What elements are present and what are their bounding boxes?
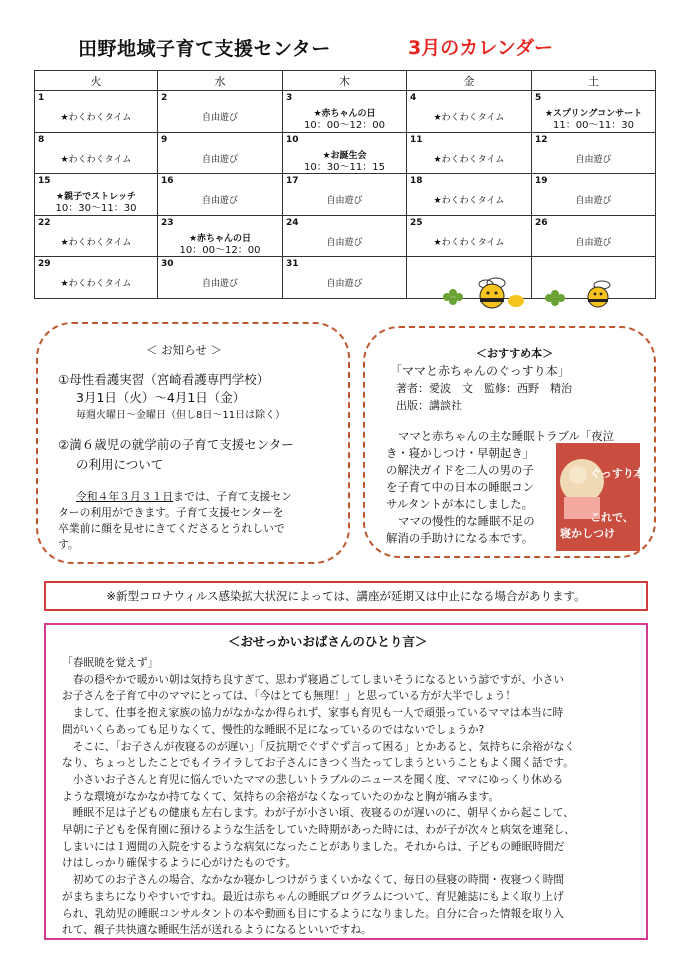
event-title: ★わくわくタイム <box>433 113 505 123</box>
event-title: ★わくわくタイム <box>60 237 132 248</box>
event-title: 自由遊び <box>575 196 612 206</box>
bee-icon <box>588 281 610 307</box>
day-event <box>158 195 282 207</box>
calendar-day-cell <box>407 91 532 133</box>
day-event <box>532 154 655 166</box>
column-line: しまいには１週間の入院をするような病気になったことがありました。それからは、子どもの睡眠時間だ <box>62 839 565 853</box>
day-number: 25 <box>410 217 423 228</box>
day-number: 22 <box>38 217 51 228</box>
event-title: ★わくわくタイム <box>60 154 132 165</box>
day-event <box>158 278 282 290</box>
book-cover-title: ぐっすり本 <box>590 467 645 480</box>
book-cover-sub-2: 寝かしつけ <box>560 527 615 540</box>
column-line: お子さんを子育て中のママにとっては、「今はとても無理！」と思っている方が大半でしょう！ <box>62 689 517 703</box>
calendar-month-title: 3月のカレンダー <box>408 37 553 59</box>
day-number: 4 <box>410 93 417 103</box>
calendar-day-cell <box>158 91 283 133</box>
event-title: ★わくわくタイム <box>60 279 132 289</box>
event-title: 自由遊び <box>201 279 238 289</box>
calendar-day-cell <box>283 91 407 133</box>
day-number: 18 <box>410 176 423 186</box>
day-event <box>158 154 282 166</box>
event-title: ★わくわくタイム <box>433 196 505 206</box>
event-title: ★赤ちゃんの日 <box>313 109 376 119</box>
event-title: ★赤ちゃんの日 <box>188 233 252 244</box>
notice-body-line-2: ターの利用ができます。子育て支援センターを <box>58 506 284 519</box>
calendar-day-cell <box>532 91 656 133</box>
notice-deadline: 令和４年３月３１日 <box>76 490 174 503</box>
event-title: 自由遊び <box>575 237 612 248</box>
book-description-line: ママの慢性的な睡眠不足の <box>398 514 535 528</box>
event-title: 自由遊び <box>201 196 238 206</box>
calendar-day-cell <box>158 257 283 299</box>
day-event <box>35 191 157 215</box>
day-number: 26 <box>535 217 548 228</box>
day-event <box>407 195 531 207</box>
column-line: 初めてのお子さんの場合、なかなか寝かしつけがうまくいかなくて、毎日の昼寝の時間・夜寝つく時間 <box>62 873 565 887</box>
calendar-day-cell <box>35 257 158 299</box>
event-time: 10：00～12：00 <box>304 120 385 131</box>
book-description-line: き・寝かしつけ・早朝起き」 <box>386 446 535 460</box>
day-event <box>283 108 406 132</box>
book-cover-image <box>556 443 645 551</box>
day-event <box>158 112 282 124</box>
column-title: ＜おせっかいおばさんのひとり言＞ <box>228 634 428 649</box>
notice-item-1: ①母性看護実習（宮崎看護専門学校） <box>58 372 270 387</box>
book-description-line: を子育て中の日本の睡眠コン <box>386 480 535 494</box>
calendar-day-cell <box>158 215 283 257</box>
notice-body-line-4: す。 <box>58 538 79 551</box>
book-cover-sub: これで、 <box>590 511 634 524</box>
event-title: 自由遊び <box>326 196 363 206</box>
day-event <box>35 154 157 166</box>
calendar-day-cell <box>158 174 283 216</box>
calendar-day-cell <box>532 174 656 216</box>
day-number: 31 <box>286 259 299 269</box>
column-line: 早朝に子どもを保育園に預けるような生活をしていた時期があった時には、わが子が次々と病気を連発し、 <box>62 823 575 836</box>
day-number: 15 <box>38 176 51 186</box>
notice-item-1-date: 3月1日（火）～4月1日（金） <box>76 390 246 405</box>
calendar-week-row <box>35 174 656 216</box>
column-line: 小さいお子さんと育児に悩んでいたママの悲しいトラブルのニュースを聞く度、ママにゆっくり休める <box>62 772 564 786</box>
column-line: 春の穏やかで暖かい朝は気持ち良すぎて、思わず寝過ごしてしまいそうになるという諺ですが、小さい <box>62 672 565 686</box>
calendar-day-cell <box>35 91 158 133</box>
column-line: なり、ちょっとしたことでもイライラしてお子さんにきつく当たってしまうということもよく聞く話です。 <box>62 756 574 770</box>
calendar-week-row <box>35 132 656 174</box>
book-description-line: ママと赤ちゃんの主な睡眠トラブル「夜泣 <box>398 429 614 443</box>
calendar-week-row <box>35 215 656 257</box>
weekday-header-row <box>35 71 656 91</box>
day-event <box>532 195 655 207</box>
day-number: 5 <box>535 93 542 103</box>
column-line: られ、乳幼児の睡眠コンサルタントの本や動画も目にするようになりました。自分に合った情報を取り入 <box>62 906 564 920</box>
day-number: 1 <box>38 93 45 103</box>
event-title: 自由遊び <box>201 113 238 123</box>
event-time: 10：00～12：00 <box>179 244 261 256</box>
day-event <box>407 154 531 166</box>
calendar-day-cell <box>283 174 407 216</box>
calendar-day-cell <box>407 174 532 216</box>
event-title: ★わくわくタイム <box>60 113 132 123</box>
book-publisher: 出版：講談社 <box>396 399 462 412</box>
book-name: 「ママと赤ちゃんのぐっすり本」 <box>390 364 570 378</box>
event-title: ★親子でストレッチ <box>56 192 136 202</box>
event-title: 自由遊び <box>326 237 363 248</box>
day-event <box>283 278 406 290</box>
event-title: ★わくわくタイム <box>433 237 505 248</box>
calendar-day-cell <box>35 174 158 216</box>
book-box-title: ＜おすすめ本＞ <box>476 347 554 360</box>
day-event <box>35 278 157 290</box>
day-number: 23 <box>161 217 174 228</box>
weekday-header: 火 <box>35 71 158 91</box>
event-time: 10：30～11：15 <box>304 161 385 173</box>
day-event <box>283 195 406 207</box>
day-event <box>407 112 531 124</box>
column-line: 「春眠暁を覚えず」 <box>62 656 159 669</box>
calendar-day-cell <box>35 215 158 257</box>
day-number: 12 <box>535 134 548 145</box>
event-title: ★わくわくタイム <box>433 154 505 165</box>
clover-icon <box>443 289 463 305</box>
column-line: けはしっかり確保するように心がけたものです。 <box>62 856 297 870</box>
event-title: 自由遊び <box>326 279 363 289</box>
calendar-day-cell <box>532 132 656 174</box>
day-number: 9 <box>161 134 168 145</box>
day-event <box>532 108 655 132</box>
event-time: 11：00～11：30 <box>553 120 634 131</box>
calendar-day-cell <box>283 132 407 174</box>
day-event <box>407 237 531 249</box>
notice-body-line-3: 卒業前に顔を見せにきてくださるとうれしいで <box>58 522 285 535</box>
event-title: 自由遊び <box>201 154 238 165</box>
book-description-line: の解決ガイドを二人の男の子 <box>386 463 534 477</box>
calendar-day-cell <box>532 215 656 257</box>
bee-icon <box>479 278 524 308</box>
event-title: ★スプリングコンサート <box>544 109 643 119</box>
calendar-day-cell <box>407 132 532 174</box>
column-line: まして、仕事を抱え家族の協力がなかなか得られず、家事も育児も一人で頑張っているママは本当に時 <box>62 706 564 720</box>
weekday-header: 木 <box>283 71 407 91</box>
column-line: 睡眠不足は子どもの健康も左右します。わが子が小さい頃、夜寝るのが遅いのに、朝早くから起こして、 <box>62 806 574 820</box>
column-line: れて、親子共快適な睡眠生活が送れるようになるといいですね。 <box>62 923 372 937</box>
calendar-table <box>34 70 656 299</box>
event-time: 10：30～11：30 <box>55 203 137 214</box>
day-event <box>158 233 282 257</box>
day-number: 11 <box>410 134 423 145</box>
book-authors: 著者：愛波 文 監修：西野 精治 <box>396 382 572 395</box>
notice-body-line-1-rest: までは、子育て支援セン <box>173 490 292 503</box>
page-title: 田野地域子育て支援センター <box>78 38 331 60</box>
clover-bee-illustration-left <box>438 277 528 313</box>
day-event <box>35 237 157 249</box>
calendar-day-cell <box>158 132 283 174</box>
day-event <box>283 237 406 249</box>
notice-item-2-line-2: の利用について <box>76 457 164 472</box>
day-number: 19 <box>535 176 548 186</box>
day-number: 30 <box>161 259 174 269</box>
calendar-day-cell <box>283 257 407 299</box>
day-event <box>283 150 406 174</box>
day-number: 2 <box>161 93 168 103</box>
day-number: 16 <box>161 176 174 186</box>
column-line: ような環境がなかなか持てなくて、気持ちの余裕がなくなっていたのかなと胸が痛みます。 <box>62 789 500 803</box>
day-number: 3 <box>286 93 293 103</box>
column-line: がまちまちになりやすいですね。最近は赤ちゃんの睡眠プログラムについて、育児雑誌にもよく取り上げ <box>62 889 564 903</box>
calendar-day-cell <box>35 132 158 174</box>
column-line: 間がいくらあっても足りなくて、慢性的な睡眠不足になっているのではないでしょうか? <box>62 722 485 736</box>
book-description-line: サルタントが本にしました。 <box>386 497 534 511</box>
calendar-day-cell <box>407 215 532 257</box>
clover-bee-illustration-right <box>540 280 630 312</box>
calendar-week-row <box>35 91 656 133</box>
notice-title: ＜ お知らせ ＞ <box>146 343 222 357</box>
notice-item-2-line-1: ②満６歳児の就学前の子育て支援センター <box>58 437 294 452</box>
weekday-header: 土 <box>532 71 656 91</box>
day-number: 24 <box>286 217 299 228</box>
event-title: 自由遊び <box>575 154 612 165</box>
notice-item-1-note: 毎週火曜日～金曜日（但し8日～11日は除く） <box>76 410 286 421</box>
day-number: 10 <box>286 134 299 145</box>
day-number: 29 <box>38 259 51 269</box>
column-line: そこに、「お子さんが夜寝るのが遅い」「反抗期でぐずぐず言って困る」とかあると、気持ちに余裕がなく <box>62 739 575 753</box>
clover-icon <box>545 290 565 306</box>
covid-warning: ※新型コロナウィルス感染拡大状況によっては、講座が延期又は中止になる場合があります。 <box>44 581 648 611</box>
day-event <box>532 237 655 249</box>
day-number: 17 <box>286 176 299 186</box>
calendar-day-cell <box>283 215 407 257</box>
weekday-header: 金 <box>407 71 532 91</box>
book-description-line: 解消の手助けになる本です。 <box>386 531 534 545</box>
notice-body-line-1 <box>76 489 292 504</box>
day-number: 8 <box>38 134 45 145</box>
day-event <box>35 112 157 124</box>
weekday-header: 水 <box>158 71 283 91</box>
event-title: ★お誕生会 <box>322 150 367 161</box>
